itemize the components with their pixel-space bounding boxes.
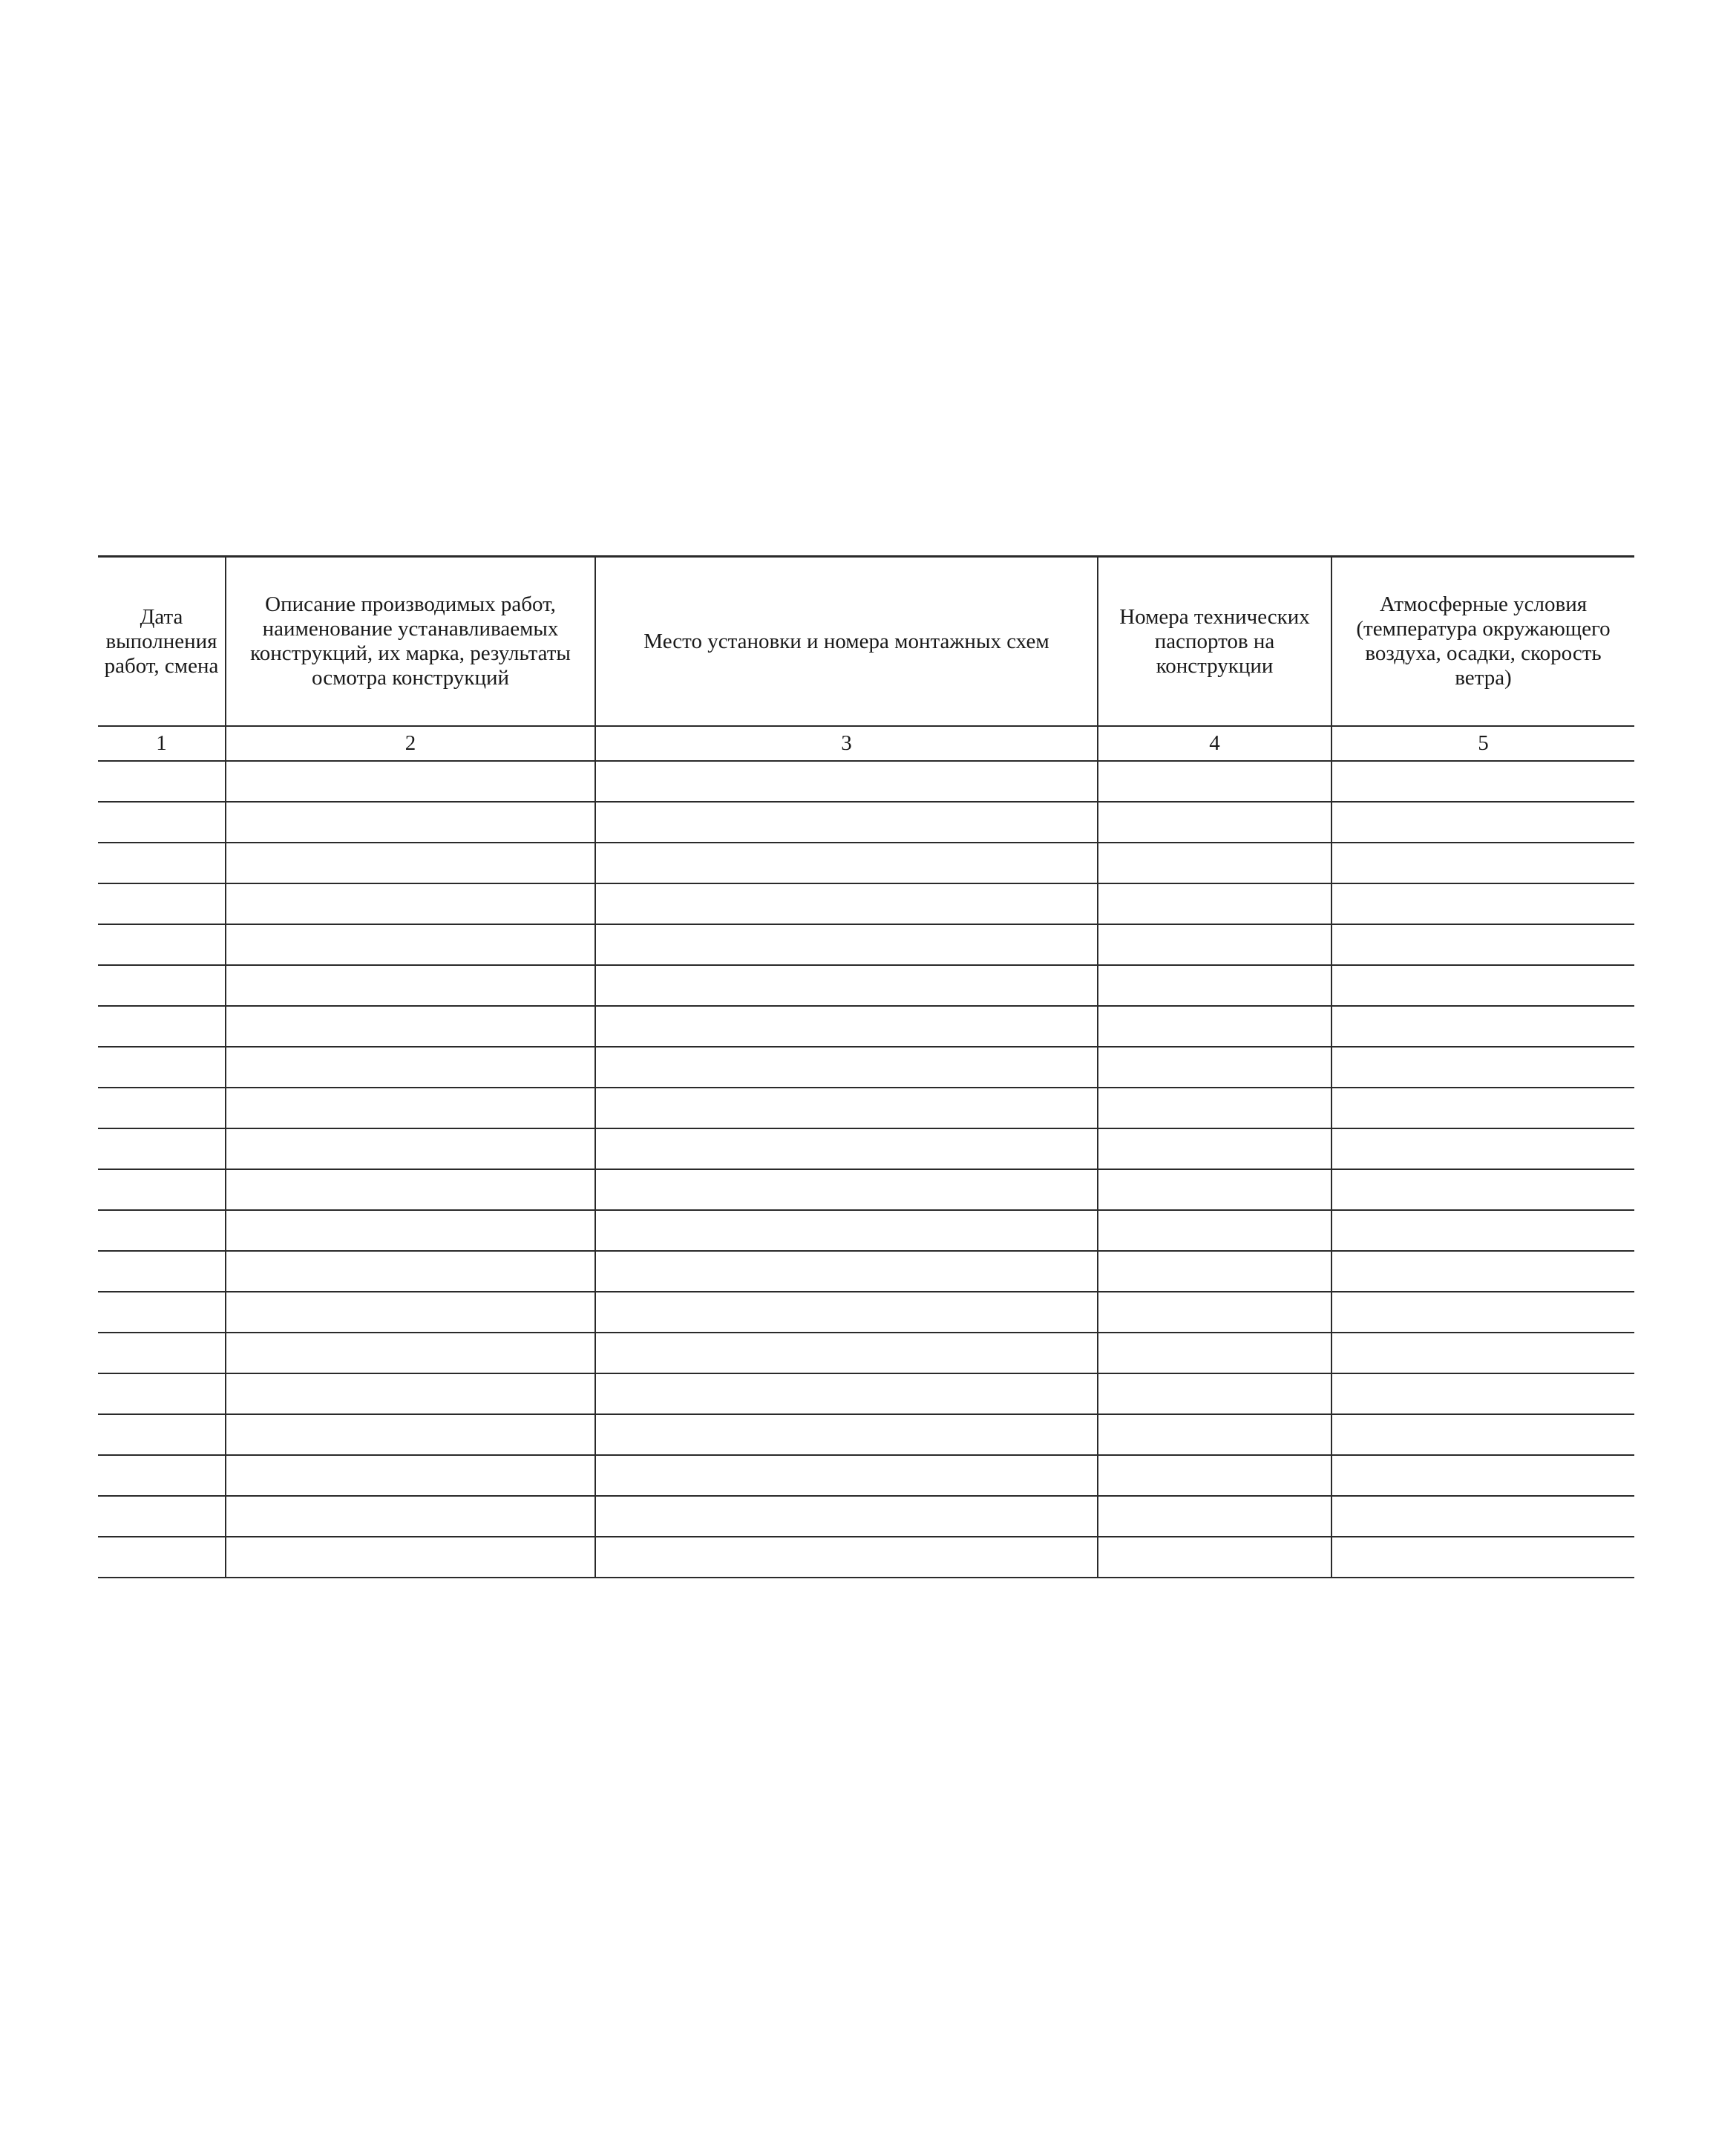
column-number: 5	[1332, 726, 1634, 761]
table-row	[98, 1006, 1634, 1047]
header-location: Место установки и номера монтажных схем	[595, 557, 1098, 727]
table-cell[interactable]	[98, 1333, 226, 1373]
table-cell[interactable]	[226, 1537, 595, 1578]
column-number: 4	[1098, 726, 1332, 761]
table-cell[interactable]	[1098, 802, 1332, 843]
table-cell[interactable]	[595, 1292, 1098, 1333]
header-passports: Номера технических паспортов на конструкции	[1098, 557, 1332, 727]
table-cell[interactable]	[1098, 1292, 1332, 1333]
table-cell[interactable]	[1332, 1251, 1634, 1292]
table-row	[98, 761, 1634, 802]
table-cell[interactable]	[98, 1414, 226, 1455]
table-cell[interactable]	[1332, 1496, 1634, 1537]
table-cell[interactable]	[595, 1251, 1098, 1292]
table-cell[interactable]	[98, 1128, 226, 1169]
table-cell[interactable]	[1332, 883, 1634, 924]
table-cell[interactable]	[226, 883, 595, 924]
column-number: 2	[226, 726, 595, 761]
table-cell[interactable]	[226, 924, 595, 965]
table-cell[interactable]	[226, 1210, 595, 1251]
table-cell[interactable]	[1098, 1333, 1332, 1373]
table-cell[interactable]	[1098, 1169, 1332, 1210]
work-log-table	[98, 555, 1634, 1578]
table-row	[98, 1128, 1634, 1169]
table-cell[interactable]	[1098, 843, 1332, 883]
table-cell[interactable]	[1098, 761, 1332, 802]
table-cell[interactable]	[98, 1537, 226, 1578]
table-row	[98, 1333, 1634, 1373]
table-row	[98, 1414, 1634, 1455]
table-cell[interactable]	[98, 1251, 226, 1292]
table-row	[98, 1251, 1634, 1292]
table-row	[98, 1496, 1634, 1537]
table-cell[interactable]	[1332, 1210, 1634, 1251]
table-cell[interactable]	[595, 1455, 1098, 1496]
table-cell[interactable]	[226, 1496, 595, 1537]
table-cell[interactable]	[595, 965, 1098, 1006]
table-cell[interactable]	[98, 1006, 226, 1047]
table-row	[98, 1088, 1634, 1128]
table-row	[98, 965, 1634, 1006]
table-cell[interactable]	[1332, 1047, 1634, 1088]
table-row	[98, 1169, 1634, 1210]
column-number-row	[98, 726, 1634, 761]
table-cell[interactable]	[1098, 965, 1332, 1006]
column-number: 1	[98, 726, 226, 761]
table-row	[98, 924, 1634, 965]
column-number: 3	[595, 726, 1098, 761]
table-cell[interactable]	[226, 802, 595, 843]
table-cell[interactable]	[595, 1006, 1098, 1047]
table-cell[interactable]	[226, 1251, 595, 1292]
table-cell[interactable]	[1098, 1088, 1332, 1128]
table-cell[interactable]	[98, 1088, 226, 1128]
table-cell[interactable]	[1332, 1333, 1634, 1373]
table-cell[interactable]	[226, 1128, 595, 1169]
table-cell[interactable]	[1332, 1169, 1634, 1210]
table-cell[interactable]	[226, 1047, 595, 1088]
table-cell[interactable]	[1332, 761, 1634, 802]
table-cell[interactable]	[98, 1210, 226, 1251]
table-cell[interactable]	[98, 1292, 226, 1333]
header-row	[98, 557, 1634, 727]
table-cell[interactable]	[226, 1333, 595, 1373]
table-cell[interactable]	[226, 1006, 595, 1047]
table-cell[interactable]	[595, 1047, 1098, 1088]
table-cell[interactable]	[1098, 1496, 1332, 1537]
table-cell[interactable]	[98, 883, 226, 924]
table-cell[interactable]	[1098, 1373, 1332, 1414]
table-cell[interactable]	[1098, 1047, 1332, 1088]
table-cell[interactable]	[1332, 1414, 1634, 1455]
table-cell[interactable]	[595, 1496, 1098, 1537]
table-cell[interactable]	[226, 761, 595, 802]
table-cell[interactable]	[1098, 1006, 1332, 1047]
table-cell[interactable]	[595, 924, 1098, 965]
table-row	[98, 1455, 1634, 1496]
table-cell[interactable]	[98, 802, 226, 843]
table-cell[interactable]	[98, 1455, 226, 1496]
table-cell[interactable]	[595, 761, 1098, 802]
table-cell[interactable]	[1332, 965, 1634, 1006]
table-cell[interactable]	[98, 1496, 226, 1537]
table-cell[interactable]	[1098, 883, 1332, 924]
table-cell[interactable]	[98, 1373, 226, 1414]
table-cell[interactable]	[595, 1537, 1098, 1578]
table-cell[interactable]	[595, 1373, 1098, 1414]
table-cell[interactable]	[98, 924, 226, 965]
table-cell[interactable]	[1098, 1537, 1332, 1578]
table-cell[interactable]	[226, 1169, 595, 1210]
table-cell[interactable]	[595, 1333, 1098, 1373]
table-cell[interactable]	[226, 1373, 595, 1414]
table-cell[interactable]	[1098, 1414, 1332, 1455]
journal-sheet	[98, 555, 1634, 1578]
table-cell[interactable]	[595, 1088, 1098, 1128]
table-cell[interactable]	[595, 883, 1098, 924]
table-cell[interactable]	[1098, 1455, 1332, 1496]
header-description: Описание производимых работ, наименование устанавливаемых конструкций, их марка, результаты осмотра конструкций	[226, 557, 595, 727]
table-cell[interactable]	[595, 802, 1098, 843]
table-cell[interactable]	[1332, 1088, 1634, 1128]
table-cell[interactable]	[1332, 1128, 1634, 1169]
table-cell[interactable]	[595, 1128, 1098, 1169]
table-cell[interactable]	[595, 1169, 1098, 1210]
table-row	[98, 802, 1634, 843]
table-cell[interactable]	[98, 1047, 226, 1088]
table-cell[interactable]	[1098, 924, 1332, 965]
table-cell[interactable]	[1332, 802, 1634, 843]
table-cell[interactable]	[98, 761, 226, 802]
table-cell[interactable]	[1332, 1373, 1634, 1414]
table-cell[interactable]	[226, 1455, 595, 1496]
table-cell[interactable]	[1098, 1128, 1332, 1169]
table-cell[interactable]	[595, 1414, 1098, 1455]
table-cell[interactable]	[226, 965, 595, 1006]
table-cell[interactable]	[98, 965, 226, 1006]
table-cell[interactable]	[1332, 1292, 1634, 1333]
table-cell[interactable]	[98, 843, 226, 883]
header-date: Дата выполнения работ, смена	[98, 557, 226, 727]
table-row	[98, 1537, 1634, 1578]
table-row	[98, 1047, 1634, 1088]
table-row	[98, 1373, 1634, 1414]
header-weather: Атмосферные условия (температура окружающего воздуха, осадки, скорость ветра)	[1332, 557, 1634, 727]
table-cell[interactable]	[1332, 924, 1634, 965]
table-cell[interactable]	[1098, 1251, 1332, 1292]
table-cell[interactable]	[1332, 1455, 1634, 1496]
table-cell[interactable]	[595, 843, 1098, 883]
table-cell[interactable]	[226, 1292, 595, 1333]
table-cell[interactable]	[1098, 1210, 1332, 1251]
table-cell[interactable]	[226, 843, 595, 883]
table-cell[interactable]	[1332, 1006, 1634, 1047]
table-row	[98, 1292, 1634, 1333]
table-body	[98, 761, 1634, 1578]
table-cell[interactable]	[1332, 843, 1634, 883]
table-cell[interactable]	[226, 1414, 595, 1455]
table-row	[98, 843, 1634, 883]
table-cell[interactable]	[595, 1210, 1098, 1251]
table-row	[98, 1210, 1634, 1251]
table-cell[interactable]	[98, 1169, 226, 1210]
table-row	[98, 883, 1634, 924]
table-cell[interactable]	[1332, 1537, 1634, 1578]
table-cell[interactable]	[226, 1088, 595, 1128]
